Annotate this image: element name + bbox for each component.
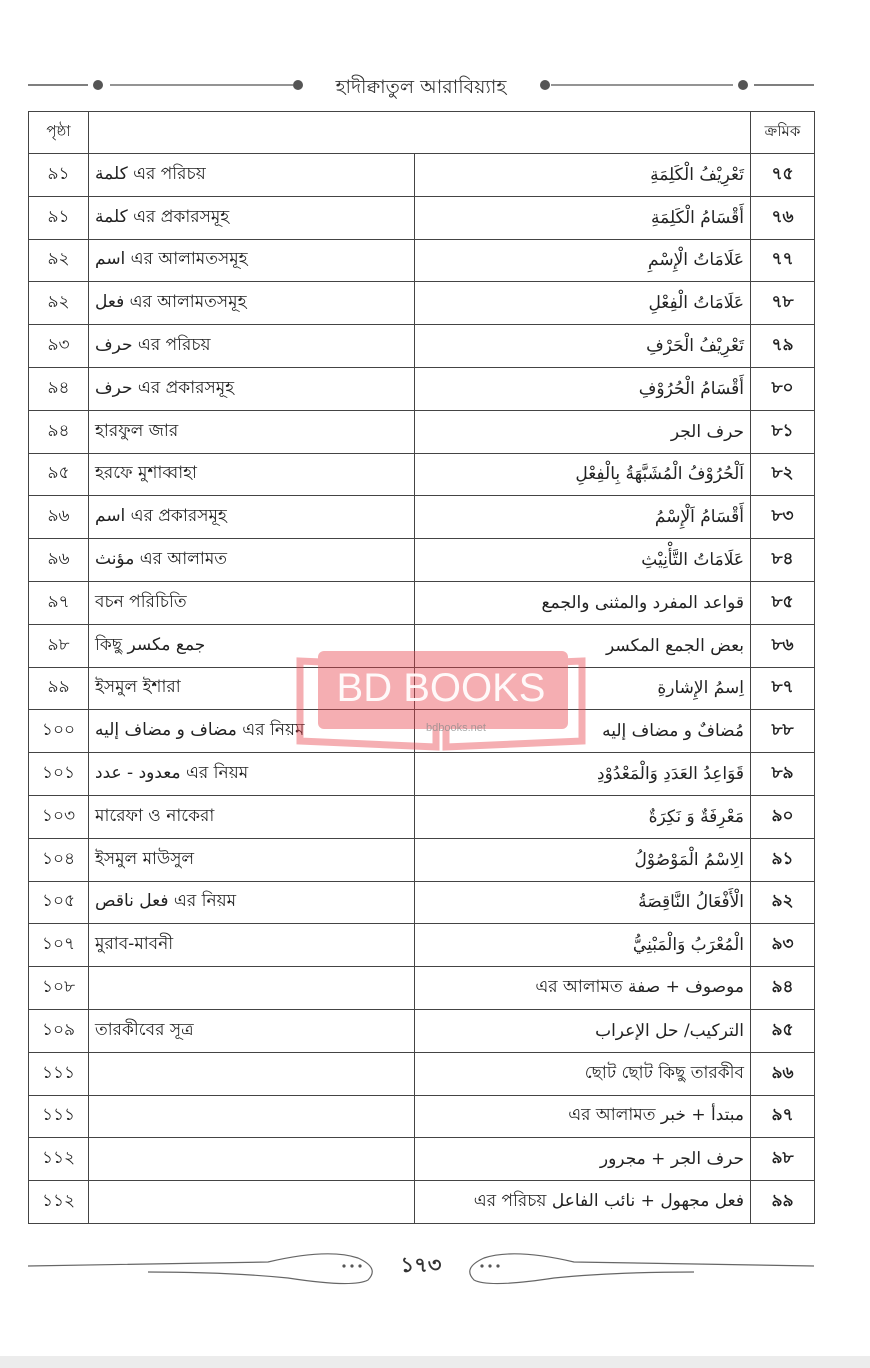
table-row bbox=[29, 239, 815, 282]
table-row bbox=[29, 154, 815, 197]
arabic-topic-cell: قواعد المفرد والمثنى والجمع bbox=[415, 581, 751, 624]
page-cell: ৯৬ bbox=[29, 539, 89, 582]
table-row bbox=[29, 1009, 815, 1052]
page-cell: ১০৩ bbox=[29, 795, 89, 838]
page-cell: ৯২ bbox=[29, 239, 89, 282]
arabic-topic-cell: بعض الجمع المكسر bbox=[415, 624, 751, 667]
serial-cell: ৮৭ bbox=[751, 667, 815, 710]
bengali-topic-cell bbox=[89, 1095, 415, 1138]
serial-cell: ৯৯ bbox=[751, 1181, 815, 1224]
bengali-topic-cell: মারেফা ও নাকেরা bbox=[89, 795, 415, 838]
serial-cell: ৭৯ bbox=[751, 325, 815, 368]
bengali-topic-cell bbox=[89, 1052, 415, 1095]
serial-column-header: ক্রমিক bbox=[751, 112, 815, 154]
page-cell: ৯৩ bbox=[29, 325, 89, 368]
page-cell: ১০৪ bbox=[29, 838, 89, 881]
table-row bbox=[29, 1181, 815, 1224]
bengali-topic-cell: মুরাব-মাবনী bbox=[89, 924, 415, 967]
serial-cell: ৯২ bbox=[751, 881, 815, 924]
page-cell: ৯৪ bbox=[29, 367, 89, 410]
page-cell: ৯৯ bbox=[29, 667, 89, 710]
serial-cell: ৯৮ bbox=[751, 1138, 815, 1181]
arabic-topic-cell: موصوف + صفة এর আলামত bbox=[415, 967, 751, 1010]
arabic-topic-cell: تَعْرِيْفُ الْحَرْفِ bbox=[415, 325, 751, 368]
serial-cell: ৯৭ bbox=[751, 1095, 815, 1138]
bengali-topic-cell bbox=[89, 1181, 415, 1224]
table-row bbox=[29, 325, 815, 368]
table-row bbox=[29, 881, 815, 924]
arabic-topic-cell: عَلَامَاتُ التَّأْنِيْثِ bbox=[415, 539, 751, 582]
page-cell: ৯৪ bbox=[29, 410, 89, 453]
bengali-topic-cell: فعل ناقص এর নিয়ম bbox=[89, 881, 415, 924]
serial-cell: ৮৮ bbox=[751, 710, 815, 753]
page-number: ১৭৩ bbox=[400, 1253, 442, 1277]
table-row bbox=[29, 1138, 815, 1181]
table-row bbox=[29, 1095, 815, 1138]
serial-cell: ৯৬ bbox=[751, 1052, 815, 1095]
page-cell: ১০৯ bbox=[29, 1009, 89, 1052]
page-cell: ৯৬ bbox=[29, 496, 89, 539]
serial-cell: ৯৩ bbox=[751, 924, 815, 967]
watermark-brand: BD BOOKS bbox=[336, 666, 546, 710]
serial-cell: ৮৬ bbox=[751, 624, 815, 667]
serial-cell: ৮২ bbox=[751, 453, 815, 496]
bengali-topic-cell: হরফে মুশাব্বাহা bbox=[89, 453, 415, 496]
watermark-site: bdbooks.net bbox=[426, 722, 486, 734]
serial-cell: ৭৫ bbox=[751, 154, 815, 197]
bengali-topic-cell: বচন পরিচিতি bbox=[89, 581, 415, 624]
arabic-topic-cell: فعل مجهول + نائب الفاعل এর পরিচয় bbox=[415, 1181, 751, 1224]
page-cell: ১১১ bbox=[29, 1052, 89, 1095]
table-row bbox=[29, 453, 815, 496]
table-row bbox=[29, 282, 815, 325]
page-cell: ৯১ bbox=[29, 196, 89, 239]
arabic-topic-cell: ছোট ছোট কিছু তারকীব bbox=[415, 1052, 751, 1095]
arabic-topic-cell: الِاسْمُ الْمَوْصُوْلُ bbox=[415, 838, 751, 881]
arabic-topic-cell: قَوَاعِدُ العَدَدِ وَالْمَعْدُوْدِ bbox=[415, 753, 751, 796]
arabic-topic-cell: أَقْسَامُ اَلْإِسْمُ bbox=[415, 496, 751, 539]
arabic-topic-cell: مَعْرِفَةٌ وَ نَكِرَةٌ bbox=[415, 795, 751, 838]
serial-cell: ৭৭ bbox=[751, 239, 815, 282]
serial-cell: ৯৪ bbox=[751, 967, 815, 1010]
page-cell: ৯৮ bbox=[29, 624, 89, 667]
arabic-topic-cell: اَلْحُرُوْفُ الْمُشَبَّهَةُ بِالْفِعْلِ bbox=[415, 453, 751, 496]
table-row bbox=[29, 410, 815, 453]
page-footer bbox=[28, 1238, 814, 1288]
serial-cell: ৮৫ bbox=[751, 581, 815, 624]
page-cell: ৯১ bbox=[29, 154, 89, 197]
arabic-topic-cell: حرف الجر + مجرور bbox=[415, 1138, 751, 1181]
serial-cell: ৯৫ bbox=[751, 1009, 815, 1052]
page-column-header: পৃষ্ঠা bbox=[29, 112, 89, 154]
bengali-topic-cell bbox=[89, 1138, 415, 1181]
arabic-topic-cell: عَلَامَاتُ الْفِعْلِ bbox=[415, 282, 751, 325]
bengali-topic-cell: اسم এর আলামতসমূহ bbox=[89, 239, 415, 282]
serial-cell: ৮৩ bbox=[751, 496, 815, 539]
serial-cell: ৮৪ bbox=[751, 539, 815, 582]
page-header bbox=[28, 68, 814, 104]
page-cell: ৯২ bbox=[29, 282, 89, 325]
page-cell: ১০০ bbox=[29, 710, 89, 753]
arabic-topic-cell: حرف الجر bbox=[415, 410, 751, 453]
arabic-topic-cell: مُضافٌ و مضاف إليه bbox=[415, 710, 751, 753]
bengali-topic-cell: اسم এর প্রকারসমূহ bbox=[89, 496, 415, 539]
arabic-topic-cell: الْمُعْرَبُ وَالْمَبْنِيُّ bbox=[415, 924, 751, 967]
arabic-topic-cell: عَلَامَاتُ الْإِسْمِ bbox=[415, 239, 751, 282]
table-row bbox=[29, 967, 815, 1010]
arabic-topic-cell: الْأَفْعَالُ النَّاقِصَةُ bbox=[415, 881, 751, 924]
arabic-topic-cell: اِسمُ الإِشارةِ bbox=[415, 667, 751, 710]
arabic-topic-cell: تَعْرِيْفُ الْكَلِمَةِ bbox=[415, 154, 751, 197]
serial-cell: ৮১ bbox=[751, 410, 815, 453]
bengali-topic-cell: তারকীবের সূত্র bbox=[89, 1009, 415, 1052]
serial-cell: ৯০ bbox=[751, 795, 815, 838]
page-cell: ১১২ bbox=[29, 1138, 89, 1181]
bengali-topic-cell: হারফুল জার bbox=[89, 410, 415, 453]
running-title: হাদীক্বাতুল আরাবিয়্যাহ bbox=[330, 76, 513, 98]
bengali-topic-cell: معدود - عدد এর নিয়ম bbox=[89, 753, 415, 796]
bengali-topic-cell: مضاف و مضاف إليه এর নিয়ম bbox=[89, 710, 415, 753]
arabic-topic-cell: مبتدأ + خبر এর আলামত bbox=[415, 1095, 751, 1138]
bd-books-watermark bbox=[296, 641, 586, 751]
table-row bbox=[29, 1052, 815, 1095]
arabic-topic-cell: أَقْسَامُ الْكَلِمَةِ bbox=[415, 196, 751, 239]
bengali-topic-cell: فعل এর আলামতসমূহ bbox=[89, 282, 415, 325]
table-row bbox=[29, 367, 815, 410]
table-row bbox=[29, 795, 815, 838]
table-row bbox=[29, 196, 815, 239]
page-cell: ১১১ bbox=[29, 1095, 89, 1138]
serial-cell: ৯১ bbox=[751, 838, 815, 881]
bengali-topic-cell: مؤنث এর আলামত bbox=[89, 539, 415, 582]
bengali-topic-cell: كلمة এর প্রকারসমূহ bbox=[89, 196, 415, 239]
serial-cell: ৭৮ bbox=[751, 282, 815, 325]
page-cell: ১০৫ bbox=[29, 881, 89, 924]
table-row bbox=[29, 838, 815, 881]
table-row bbox=[29, 496, 815, 539]
bengali-topic-cell: কিছু جمع مكسر bbox=[89, 624, 415, 667]
page-cell: ১০১ bbox=[29, 753, 89, 796]
serial-cell: ৮০ bbox=[751, 367, 815, 410]
page-cell: ৯৭ bbox=[29, 581, 89, 624]
page-cell: ১১২ bbox=[29, 1181, 89, 1224]
arabic-topic-cell: أَقْسَامُ الْحُرُوْفِ bbox=[415, 367, 751, 410]
bengali-topic-cell bbox=[89, 967, 415, 1010]
bengali-topic-cell: ইসমুল মাউসুল bbox=[89, 838, 415, 881]
page-cell: ১০৭ bbox=[29, 924, 89, 967]
table-row bbox=[29, 539, 815, 582]
page-cell: ১০৮ bbox=[29, 967, 89, 1010]
serial-cell: ৮৯ bbox=[751, 753, 815, 796]
page-cell: ৯৫ bbox=[29, 453, 89, 496]
bengali-topic-cell: ইসমুল ইশারা bbox=[89, 667, 415, 710]
table-row bbox=[29, 924, 815, 967]
arabic-topic-cell: التركيب/ حل الإعراب bbox=[415, 1009, 751, 1052]
table-row bbox=[29, 581, 815, 624]
viewer-bottom-bar bbox=[0, 1356, 870, 1368]
bengali-topic-cell: حرف এর প্রকারসমূহ bbox=[89, 367, 415, 410]
bengali-topic-cell: كلمة এর পরিচয় bbox=[89, 154, 415, 197]
bengali-topic-cell: حرف এর পরিচয় bbox=[89, 325, 415, 368]
table-row bbox=[29, 753, 815, 796]
table-header-row bbox=[29, 112, 815, 154]
serial-cell: ৭৬ bbox=[751, 196, 815, 239]
topic-column-header bbox=[89, 112, 751, 154]
